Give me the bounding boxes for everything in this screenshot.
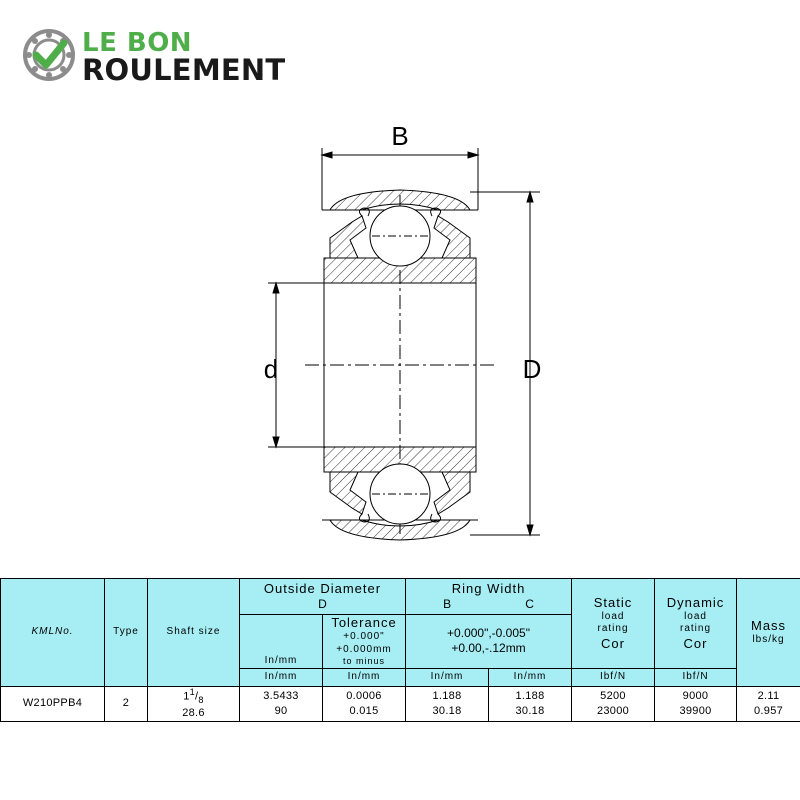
tolerance-header: Tolerance +0.000" +0.000mm to minus (323, 615, 406, 669)
ring-b-unit-header: In/mm (406, 668, 489, 686)
dimension-bore-label: d (263, 354, 279, 384)
part-number-cell: W210PPB4 (1, 686, 105, 721)
tolerance-cell: 0.0006 0.015 (323, 686, 406, 721)
ring-width-b-cell: 1.188 30.18 (406, 686, 489, 721)
dimension-b-label: B (391, 121, 409, 151)
static-unit-header: Ibf/N (572, 668, 655, 686)
dynamic-load-cell: 9000 39900 (655, 686, 737, 721)
kml-number-header: KMLNo. (1, 579, 105, 687)
tolerance-unit-header: In/mm (323, 668, 406, 686)
type-cell: 2 (105, 686, 148, 721)
bearing-cross-section-drawing (0, 110, 800, 550)
dimension-outside-label: D (522, 354, 542, 384)
shaft-size-cell: $1^1/_8$ 28.6 (148, 686, 240, 721)
mass-header: Mass lbs/kg (737, 579, 800, 687)
ring-width-header: Ring Width B C (406, 579, 572, 615)
outside-diameter-cell: 3.5433 90 (240, 686, 323, 721)
shaft-size-header: Shaft size (148, 579, 240, 687)
brand-logo (22, 26, 312, 88)
table-row (1, 686, 800, 721)
static-load-header: Static load rating Cor (572, 579, 655, 669)
dynamic-unit-header: Ibf/N (655, 668, 737, 686)
type-header: Type (105, 579, 148, 687)
bearing-spec-table (0, 578, 800, 722)
mass-cell: 2.11 0.957 (737, 686, 800, 721)
static-load-cell: 5200 23000 (572, 686, 655, 721)
ring-tolerance-header: +0.000",-0.005" +0.00,-.12mm (406, 615, 572, 669)
dynamic-load-header: Dynamic load rating Cor (655, 579, 737, 669)
shaft-unit-header: In/mm (240, 668, 323, 686)
ring-width-c-cell: 1.188 30.18 (489, 686, 572, 721)
check-bearing-icon (22, 28, 76, 82)
brand-name-line1: LE BON (82, 28, 193, 58)
od-unit-header: In/mm (240, 615, 323, 669)
outside-diameter-header: Outside Diameter D (240, 579, 406, 615)
ring-c-unit-header: In/mm (489, 668, 572, 686)
brand-name-line2: ROULEMENT (82, 53, 286, 87)
